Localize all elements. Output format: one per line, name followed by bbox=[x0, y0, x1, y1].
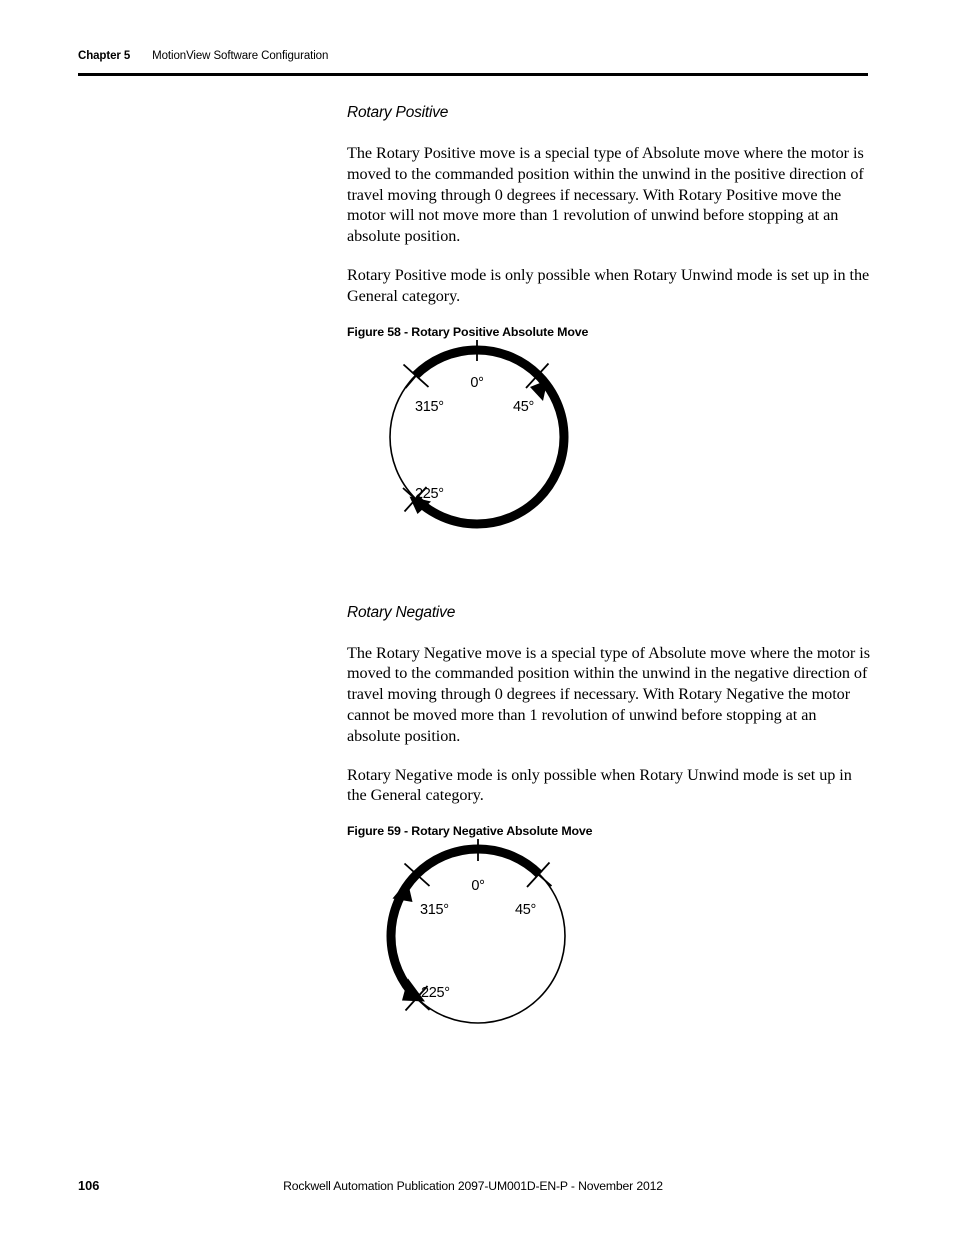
label-0-degree: 0° bbox=[471, 878, 485, 895]
rotary-negative-svg bbox=[347, 842, 872, 1057]
paragraph-rotary-negative-description: The Rotary Negative move is a special type of Absolute move where the motor is moved to the commanded position within the unwind in the negative direction of travel moving through 0 degrees if necessary. With Rotary Negative the motor cannot be moved more than 1 revolution of unwind before stopping at an absolute position. bbox=[347, 643, 870, 745]
header-divider-rule bbox=[78, 73, 868, 76]
page-running-header bbox=[78, 50, 868, 62]
tick-315-degree-b bbox=[407, 863, 428, 888]
tick-315-degree-b bbox=[406, 363, 427, 388]
label-45-degree: 45° bbox=[515, 902, 537, 919]
paragraph-rotary-positive-note: Rotary Positive mode is only possible when Rotary Unwind mode is set up in the General category. bbox=[347, 266, 870, 305]
document-content-column bbox=[347, 104, 872, 1057]
header-chapter-label: Chapter 5 bbox=[78, 50, 131, 62]
figure-caption-59: Figure 59 - Rotary Negative Absolute Move bbox=[347, 824, 593, 839]
label-225-degree: 225° bbox=[415, 485, 444, 502]
section-spacer bbox=[347, 558, 872, 604]
figure-58-rotary-positive-diagram bbox=[347, 343, 872, 558]
label-315-degree: 315° bbox=[420, 902, 449, 919]
header-chapter-title: MotionView Software Configuration bbox=[152, 50, 329, 62]
label-315-degree: 315° bbox=[415, 398, 444, 415]
footer-page-number: 106 bbox=[78, 1178, 100, 1193]
rotary-positive-svg bbox=[347, 343, 872, 558]
figure-59-rotary-negative-diagram bbox=[347, 842, 872, 1057]
label-45-degree: 45° bbox=[513, 398, 535, 415]
paragraph-rotary-negative-note: Rotary Negative mode is only possible when Rotary Unwind mode is set up in the General category. bbox=[347, 765, 852, 805]
paragraph-rotary-positive-description: The Rotary Positive move is a special type of Absolute move where the motor is moved to the commanded position within the unwind in the positive direction of travel moving through 0 degrees if necessary. With Rotary Positive move the motor will not move more than 1 revolution of unwind before stopping at an absolute position. bbox=[347, 144, 864, 246]
label-225-degree: 225° bbox=[421, 985, 450, 1002]
figure-caption-58: Figure 58 - Rotary Positive Absolute Move bbox=[347, 324, 589, 339]
footer-publication-line: Rockwell Automation Publication 2097-UM001D-EN-P - November 2012 bbox=[283, 1179, 663, 1193]
section-heading-rotary-positive: Rotary Positive bbox=[347, 104, 449, 121]
section-heading-rotary-negative: Rotary Negative bbox=[347, 603, 456, 621]
label-0-degree: 0° bbox=[470, 374, 484, 391]
